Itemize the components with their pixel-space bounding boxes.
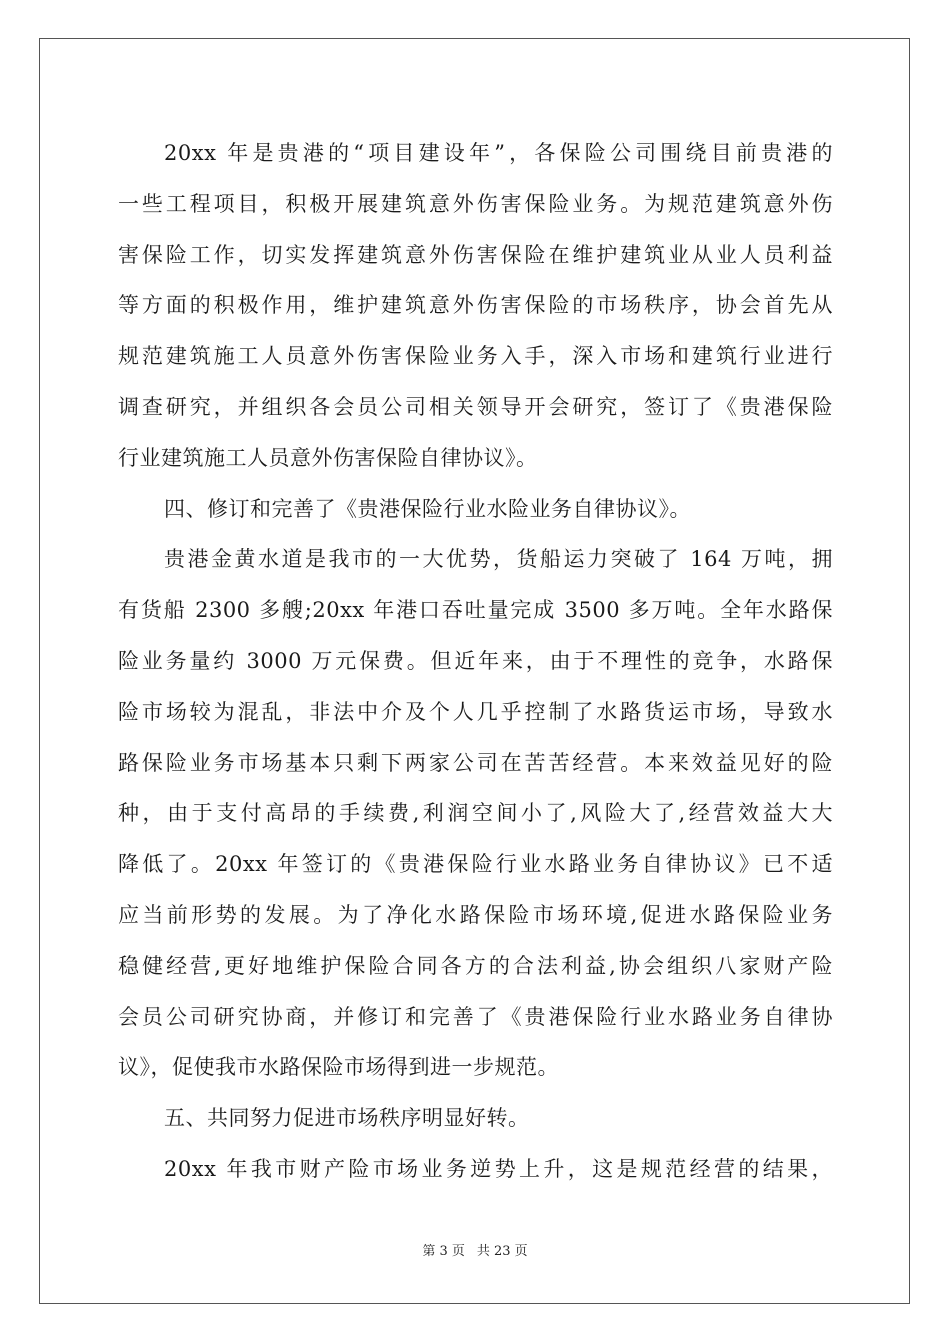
text-line: 等方面的积极作用，维护建筑意外伤害保险的市场秩序，协会首先从 [118,293,833,318]
text-line: 险业务量约 3000 万元保费。但近年来，由于不理性的竞争，水路保 [118,648,833,673]
page-number: 第 3 页 [422,1244,465,1259]
text-line: 议》，促使我市水路保险市场得到进一步规范。 [118,1055,559,1080]
text-line: 行业建筑施工人员意外伤害保险自律协议》。 [118,445,538,470]
text-line: 会员公司研究协商，并修订和完善了《贵港保险行业水路业务自律协 [118,1004,833,1029]
text-line: 路保险业务市场基本只剩下两家公司在苦苦经营。本来效益见好的险 [118,750,833,775]
document-body [118,128,833,1195]
text-line: 稳健经营,更好地维护保险合同各方的合法利益,协会组织八家财产险 [118,953,833,978]
section-heading: 五、共同努力促进市场秩序明显好转。 [164,1106,530,1131]
text-line: 调查研究，并组织各会员公司相关领导开会研究，签订了《贵港保险 [118,394,833,419]
text-line: 害保险工作，切实发挥建筑意外伤害保险在维护建筑业从业人员利益 [118,242,833,267]
text-line: 一些工程项目，积极开展建筑意外伤害保险业务。为规范建筑意外伤 [118,191,833,216]
text-line: 20xx 年我市财产险市场业务逆势上升，这是规范经营的结果， [164,1156,833,1181]
text-line: 应当前形势的发展。为了净化水路保险市场环境,促进水路保险业务 [118,902,833,927]
page-total: 共 23 页 [476,1244,528,1259]
text-line: 种，由于支付高昂的手续费,利润空间小了,风险大了,经营效益大大 [118,801,833,826]
text-line: 有货船 2300 多艘;20xx 年港口吞吐量完成 3500 多万吨。全年水路保 [118,598,833,623]
page-footer [0,1240,950,1259]
text-line: 规范建筑施工人员意外伤害保险业务入手，深入市场和建筑行业进行 [118,344,833,369]
text-line: 降低了。20xx 年签订的《贵港保险行业水路业务自律协议》已不适 [118,852,833,877]
text-line: 20xx 年是贵港的“项目建设年”，各保险公司围绕目前贵港的 [164,141,833,165]
text-line: 险市场较为混乱，非法中介及个人几乎控制了水路货运市场，导致水 [118,699,833,724]
section-heading: 四、修订和完善了《贵港保险行业水险业务自律协议》。 [164,496,691,521]
text-line: 贵港金黄水道是我市的一大优势，货船运力突破了 164 万吨，拥 [164,547,833,572]
